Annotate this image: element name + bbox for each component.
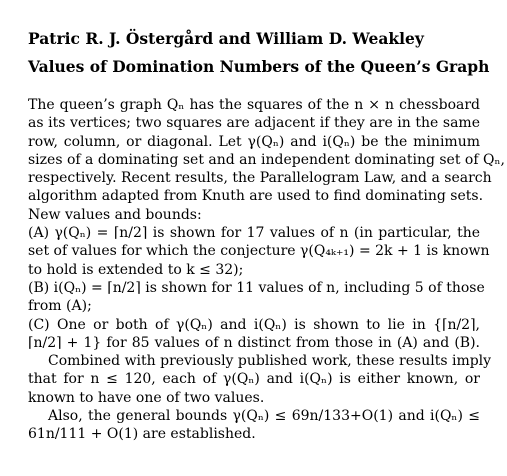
abstract-line: algorithm adapted from Knuth are used to find dominating sets. [28, 188, 484, 205]
abstract-line: from (A); [28, 298, 92, 315]
abstract-line: sizes of a dominating set and an independent dominating set of Qₙ, [28, 151, 505, 168]
paper-authors: Patric R. J. Östergård and William D. Weakley [28, 29, 424, 48]
abstract-line: row, column, or diagonal. Let γ(Qₙ) and i(Qₙ) be the minimum [28, 133, 480, 150]
abstract-line: known to have one of two values. [28, 389, 265, 406]
abstract-line: 61n/111 + O(1) are established. [28, 426, 256, 443]
abstract-line: Also, the general bounds γ(Qₙ) ≤ 69n/133+O(1) and i(Qₙ) ≤ [48, 408, 480, 425]
abstract-line: New values and bounds: [28, 206, 202, 223]
abstract-line: to hold is extended to k ≤ 32); [28, 261, 244, 278]
abstract-line: The queen’s graph Qₙ has the squares of the n × n chessboard [28, 97, 480, 113]
abstract-line: (A) γ(Qₙ) = ⌈n/2⌉ is shown for 17 values of n (in particular, the [28, 225, 480, 242]
abstract-line: as its vertices; two squares are adjacent if they are in the same [28, 115, 480, 132]
abstract [28, 96, 505, 444]
abstract-line: (C) One or both of γ(Qₙ) and i(Qₙ) is shown to lie in {⌈n/2⌉, [28, 316, 480, 333]
paper-title: Values of Domination Numbers of the Queen’s Graph [28, 57, 490, 76]
abstract-line: (B) i(Qₙ) = ⌈n/2⌉ is shown for 11 values of n, including 5 of those [28, 279, 485, 296]
abstract-line: respectively. Recent results, the Parallelogram Law, and a search [28, 170, 492, 187]
abstract-line: ⌈n/2⌉ + 1} for 85 values of n distinct from those in (A) and (B). [28, 334, 480, 351]
abstract-line: set of values for which the conjecture γ(Q₄ₖ₊₁) = 2k + 1 is known [28, 243, 490, 260]
abstract-line: Combined with previously published work, these results imply [48, 353, 492, 370]
abstract-line: that for n ≤ 120, each of γ(Qₙ) and i(Qₙ) is either known, or [28, 371, 480, 388]
